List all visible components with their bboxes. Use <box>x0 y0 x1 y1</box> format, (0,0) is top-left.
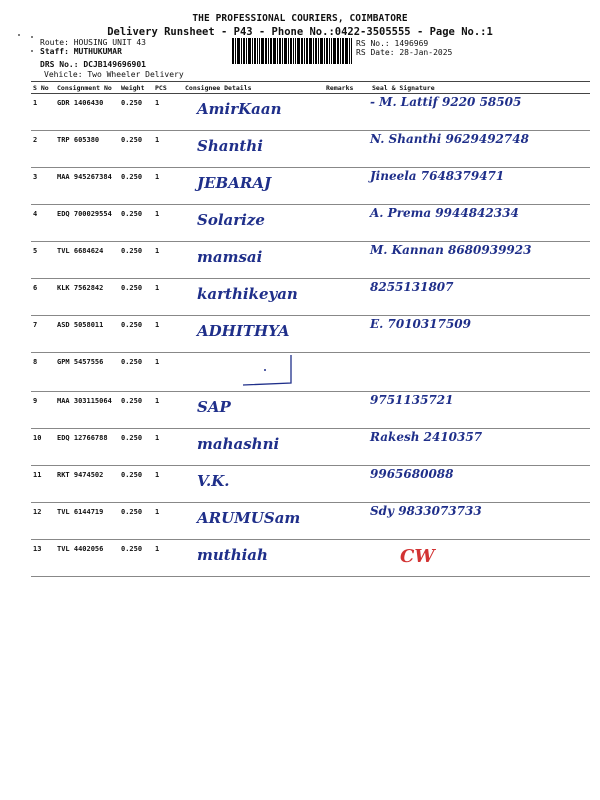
column-header-remarks: Remarks <box>324 82 360 94</box>
pcs-cell: 1 <box>153 503 183 540</box>
handwritten-signature: 9751135721 <box>370 393 454 407</box>
handwritten-consignee: AmirKaan <box>197 100 282 118</box>
weight-cell: 0.250 <box>119 316 153 353</box>
sno-cell: 1 <box>31 94 55 131</box>
remarks-cell <box>324 353 360 392</box>
route-field: Route: HOUSING UNIT 43 <box>40 38 146 47</box>
consignment-cell: RKT 9474502 <box>55 466 119 503</box>
vehicle-field: Vehicle: Two Wheeler Delivery <box>44 70 184 79</box>
consignment-cell: EDQ 12766788 <box>55 429 119 466</box>
column-header-consignment: Consignment No <box>55 82 119 94</box>
remarks-cell <box>324 94 360 131</box>
handwritten-consignee: mahashni <box>197 435 280 453</box>
table-row <box>31 540 590 577</box>
column-header-weight: Weight <box>119 82 153 94</box>
consignee-cell <box>183 279 324 316</box>
consignment-cell: KLK 7562842 <box>55 279 119 316</box>
column-header-consignee: Consignee Details <box>183 82 324 94</box>
consignment-cell: GPM 5457556 <box>55 353 119 392</box>
consignment-cell: TVL 4402056 <box>55 540 119 577</box>
sno-cell: 5 <box>31 242 55 279</box>
consignee-cell <box>183 353 324 392</box>
signature-cell <box>360 242 590 279</box>
signature-cell <box>360 279 590 316</box>
consignee-cell <box>183 503 324 540</box>
table-row <box>31 205 590 242</box>
consignment-cell: MAA 945267384 <box>55 168 119 205</box>
table-row <box>31 503 590 540</box>
weight-cell: 0.250 <box>119 94 153 131</box>
table-row <box>31 94 590 131</box>
weight-cell: 0.250 <box>119 353 153 392</box>
pcs-cell: 1 <box>153 279 183 316</box>
sno-cell: 11 <box>31 466 55 503</box>
table-row <box>31 466 590 503</box>
signature-cell <box>360 168 590 205</box>
handwritten-consignee: mamsai <box>197 248 263 266</box>
remarks-cell <box>324 205 360 242</box>
consignee-cell <box>183 205 324 242</box>
signature-cell <box>360 353 590 392</box>
remarks-cell <box>324 168 360 205</box>
consignment-cell: TVL 6144719 <box>55 503 119 540</box>
column-header-signature: Seal & Signature <box>360 82 590 94</box>
handwritten-red-mark: CW <box>400 546 435 567</box>
signature-cell <box>360 466 590 503</box>
sno-cell: 10 <box>31 429 55 466</box>
table-row <box>31 392 590 429</box>
handwritten-consignee: SAP <box>197 398 231 416</box>
table-row <box>31 353 590 392</box>
handwritten-signature: Sdy 9833073733 <box>370 504 482 518</box>
remarks-cell <box>324 279 360 316</box>
signature-cell <box>360 94 590 131</box>
rs-date-field: RS Date: 28-Jan-2025 <box>356 48 453 57</box>
signature-cell <box>360 540 590 577</box>
remarks-cell <box>324 316 360 353</box>
signature-cell <box>360 392 590 429</box>
barcode-image <box>232 38 352 64</box>
weight-cell: 0.250 <box>119 429 153 466</box>
sno-cell: 4 <box>31 205 55 242</box>
weight-cell: 0.250 <box>119 392 153 429</box>
staff-field: Staff: MUTHUKUMAR <box>40 47 122 56</box>
pcs-cell: 1 <box>153 466 183 503</box>
handwritten-signature: M. Kannan 8680939923 <box>370 243 532 257</box>
column-header-sno: S No <box>31 82 55 94</box>
pcs-cell: 1 <box>153 242 183 279</box>
handwritten-consignee: karthikeyan <box>197 285 298 303</box>
signature-cell <box>360 205 590 242</box>
weight-cell: 0.250 <box>119 540 153 577</box>
consignment-cell: GDR 1406430 <box>55 94 119 131</box>
handwritten-signature: N. Shanthi 9629492748 <box>370 132 529 146</box>
consignee-cell <box>183 540 324 577</box>
consignment-cell: TVL 6684624 <box>55 242 119 279</box>
sno-cell: 7 <box>31 316 55 353</box>
weight-cell: 0.250 <box>119 131 153 168</box>
pcs-cell: 1 <box>153 392 183 429</box>
handwritten-signature: E. 7010317509 <box>370 317 471 331</box>
signature-cell <box>360 429 590 466</box>
pcs-cell: 1 <box>153 205 183 242</box>
handwritten-consignee: Shanthi <box>197 137 263 155</box>
table-row <box>31 131 590 168</box>
scan-speck <box>18 34 20 36</box>
sno-cell: 8 <box>31 353 55 392</box>
handwritten-signature: A. Prema 9944842334 <box>370 206 519 220</box>
handwritten-consignee: JEBARAJ <box>197 174 272 192</box>
pcs-cell: 1 <box>153 168 183 205</box>
handwritten-consignee: ARUMUSam <box>197 509 301 527</box>
weight-cell: 0.250 <box>119 466 153 503</box>
consignee-cell <box>183 94 324 131</box>
sno-cell: 12 <box>31 503 55 540</box>
consignee-cell <box>183 466 324 503</box>
sno-cell: 6 <box>31 279 55 316</box>
pcs-cell: 1 <box>153 131 183 168</box>
consignee-cell <box>183 168 324 205</box>
handwritten-consignee: V.K. <box>197 472 230 490</box>
sno-cell: 9 <box>31 392 55 429</box>
handwritten-consignee: Solarize <box>197 211 265 229</box>
table-header-row <box>31 82 590 94</box>
consignment-cell: MAA 303115064 <box>55 392 119 429</box>
table-row <box>31 316 590 353</box>
weight-cell: 0.250 <box>119 242 153 279</box>
remarks-cell <box>324 392 360 429</box>
consignee-cell <box>183 429 324 466</box>
sno-cell: 2 <box>31 131 55 168</box>
pcs-cell: 1 <box>153 540 183 577</box>
handwritten-signature: - M. Lattif 9220 58505 <box>370 95 522 109</box>
remarks-cell <box>324 503 360 540</box>
handwritten-signature: Jineela 7648379471 <box>370 169 505 183</box>
sno-cell: 3 <box>31 168 55 205</box>
signature-cell <box>360 503 590 540</box>
consignment-cell: TRP 605380 <box>55 131 119 168</box>
consignee-cell <box>183 242 324 279</box>
remarks-cell <box>324 429 360 466</box>
runsheet-table <box>31 81 590 577</box>
handwritten-consignee: muthiah <box>197 546 268 564</box>
remarks-cell <box>324 242 360 279</box>
signature-cell <box>360 131 590 168</box>
table-row <box>31 242 590 279</box>
weight-cell: 0.250 <box>119 205 153 242</box>
remarks-cell <box>324 540 360 577</box>
table-row <box>31 429 590 466</box>
handwritten-signature: 8255131807 <box>370 280 454 294</box>
column-header-pcs: PCS <box>153 82 183 94</box>
consignment-cell: ASD 5058011 <box>55 316 119 353</box>
pcs-cell: 1 <box>153 353 183 392</box>
consignee-cell <box>183 392 324 429</box>
runsheet-subtitle: Delivery Runsheet - P43 - Phone No.:0422-3505555 - Page No.:1 <box>107 26 493 38</box>
consignee-cell <box>183 131 324 168</box>
scan-speck <box>31 36 33 38</box>
table-row <box>31 168 590 205</box>
scan-speck <box>31 50 33 52</box>
pcs-cell: 1 <box>153 429 183 466</box>
handwritten-signature: 9965680088 <box>370 467 454 481</box>
pcs-cell: 1 <box>153 316 183 353</box>
remarks-cell <box>324 466 360 503</box>
consignment-cell: EDQ 700029554 <box>55 205 119 242</box>
signature-cell <box>360 316 590 353</box>
drs-number-field: DRS No.: DCJB149696901 <box>40 60 146 69</box>
handwritten-consignee: ADHITHYA <box>197 322 290 340</box>
runsheet-company-title: THE PROFESSIONAL COURIERS, COIMBATORE <box>192 13 408 24</box>
handwritten-signature: Rakesh 2410357 <box>370 430 483 444</box>
consignee-cell <box>183 316 324 353</box>
rs-number-field: RS No.: 1496969 <box>356 39 429 48</box>
weight-cell: 0.250 <box>119 168 153 205</box>
weight-cell: 0.250 <box>119 279 153 316</box>
handwritten-bracket-mark <box>183 353 324 389</box>
table-row <box>31 279 590 316</box>
weight-cell: 0.250 <box>119 503 153 540</box>
sno-cell: 13 <box>31 540 55 577</box>
remarks-cell <box>324 131 360 168</box>
pcs-cell: 1 <box>153 94 183 131</box>
